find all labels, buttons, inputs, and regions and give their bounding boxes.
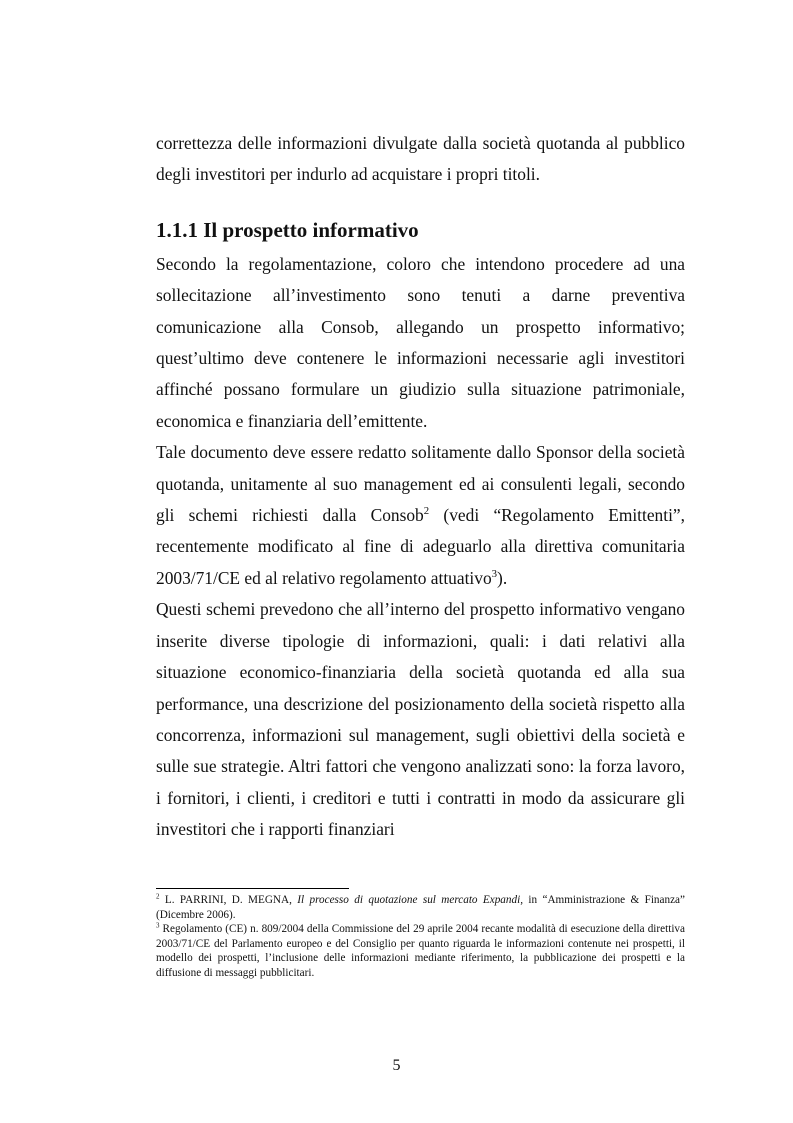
paragraph-2-part-b: (vedi “Regolamento Emittenti”, recentemente modificato al fine di adeguarlo alla direttiva comunitaria 2003/71/CE ed al relativo regolamento attuativo <box>156 505 685 588</box>
paragraph-2 <box>156 437 685 594</box>
section-heading: 1.1.1 Il prospetto informativo <box>156 217 419 242</box>
footnote-2-title: Il processo di quotazione sul mercato Expandi, <box>297 894 523 906</box>
footnote-2-post: in “Amministrazione & Finanza” (Dicembre 2006). <box>156 894 685 921</box>
paragraph-2-part-c: ). <box>497 567 508 588</box>
paragraph-3: Questi schemi prevedono che all’interno del prospetto informativo vengano inserite diverse tipologie di informazioni, quali: i dati relativi alla situazione economico-finanziaria della società quotanda ed alla sua performance, una descrizione del posizionamento della società rispetto alla concorrenza, informazioni sul management, sugli obiettivi della società e sulle sue strategie. Altri fattori che vengono analizzati sono: la forza lavoro, i fornitori, i clienti, i creditori e tutti i contratti in modo da assicurare gli investitori che i rapporti finanziari <box>156 599 685 840</box>
footnote-3 <box>156 922 685 980</box>
footnote-3-text: Regolamento (CE) n. 809/2004 della Commissione del 29 aprile 2004 recante modalità di esecuzione della direttiva 2003/71/CE del Parlamento europeo e del Consiglio per quanto riguarda le informazioni contenute nei prospetti, il modello dei prospetti, l’inclusione delle informazioni mediante riferimento, la pubblicazione dei prospetti e la diffusione di messaggi pubblicitari. <box>156 923 685 979</box>
footnote-divider <box>156 888 349 889</box>
footnote-number: 2 <box>156 892 160 901</box>
footnote-2-pre: L. PARRINI, D. MEGNA, <box>159 894 298 906</box>
paragraph-1: Secondo la regolamentazione, coloro che intendono procedere ad una sollecitazione all’investimento sono tenuti a darne preventiva comunicazione alla Consob, allegando un prospetto informativo; quest’ultimo deve contenere le informazioni necessarie agli investitori affinché possano formulare un giudizio sulla situazione patrimoniale, economica e finanziaria dell’emittente. <box>156 253 685 431</box>
footnotes <box>156 893 685 981</box>
page-body <box>156 128 685 846</box>
footnote-number: 3 <box>156 921 160 930</box>
paragraph-2-part-a: Tale documento deve essere redatto solitamente dallo Sponsor della società quotanda, unitamente al suo management ed ai consulenti legali, secondo gli schemi richiesti dalla Consob <box>156 442 685 526</box>
footnote-ref-2[interactable]: 2 <box>423 505 430 518</box>
footnote-2 <box>156 893 685 922</box>
intro-paragraph: correttezza delle informazioni divulgate dalla società quotanda al pubblico degli investitori per indurlo ad acquistare i propri titoli. <box>156 133 685 185</box>
page-number: 5 <box>392 1057 401 1074</box>
footnote-ref-3[interactable]: 3 <box>491 568 498 581</box>
